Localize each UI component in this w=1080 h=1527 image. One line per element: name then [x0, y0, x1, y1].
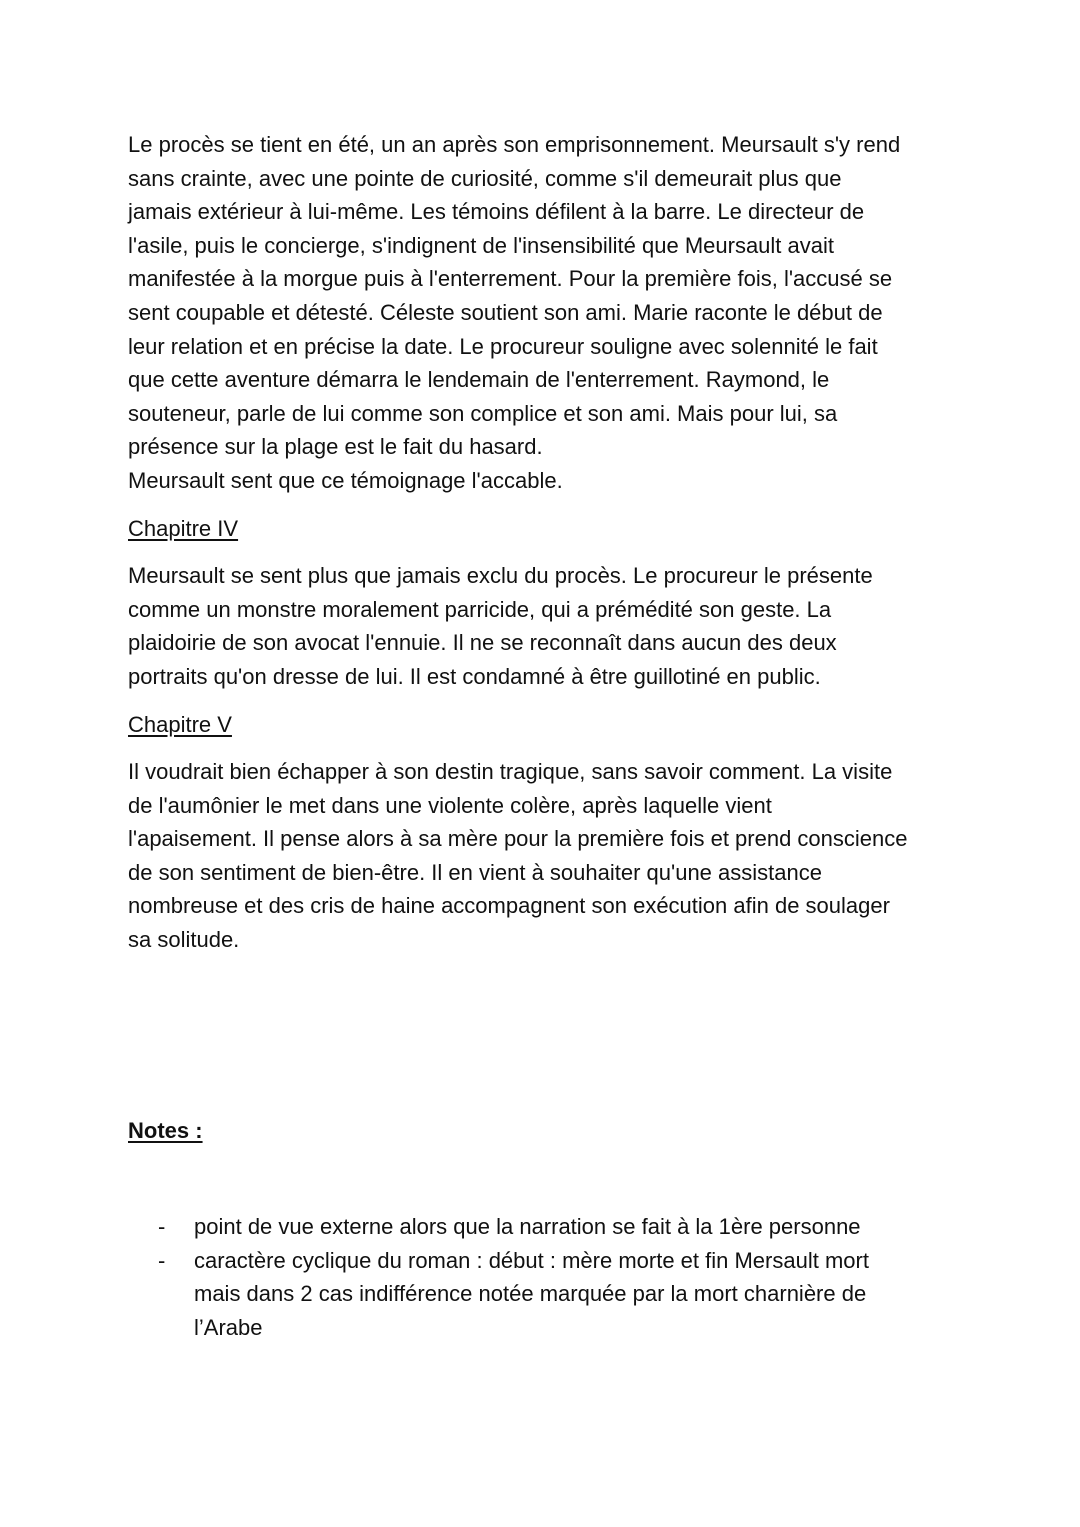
paragraph-line: sa solitude. [128, 927, 240, 953]
paragraph-line: l'apaisement. Il pense alors à sa mère pour la première fois et prend conscience [128, 826, 908, 852]
paragraph-line: souteneur, parle de lui comme son complice et son ami. Mais pour lui, sa [128, 400, 838, 426]
paragraph-line: sans crainte, avec une pointe de curiosité, comme s'il demeurait plus que [128, 165, 842, 191]
paragraph-line: Meursault se sent plus que jamais exclu du procès. Le procureur le présente [128, 563, 873, 589]
dash-bullet: - [158, 1214, 166, 1239]
chapter-5-heading: Chapitre V [128, 711, 232, 737]
paragraph-line: comme un monstre moralement parricide, qui a prémédité son geste. La [128, 596, 832, 622]
paragraph-line: de son sentiment de bien-être. Il en vient à souhaiter qu'une assistance [128, 859, 822, 885]
paragraph-line: manifestée à la morgue puis à l'enterrement. Pour la première fois, l'accusé se [128, 266, 893, 292]
list-item [128, 1210, 869, 1244]
chapter-4-heading: Chapitre IV [128, 515, 239, 541]
list-item-line: caractère cyclique du roman : début : mère morte et fin Mersault mort [194, 1247, 869, 1273]
notes-heading: Notes : [128, 1118, 203, 1143]
list-item-line: l’Arabe [194, 1314, 263, 1340]
paragraph-line: portraits qu'on dresse de lui. Il est condamné à être guillotiné en public. [128, 663, 821, 689]
paragraph-line: leur relation et en précise la date. Le procureur souligne avec solennité le fait [128, 333, 878, 359]
paragraph-line: nombreuse et des cris de haine accompagnent son exécution afin de soulager [128, 893, 890, 919]
dash-bullet: - [158, 1247, 166, 1273]
intro-paragraph [128, 128, 958, 498]
paragraph-line: Le procès se tient en été, un an après son emprisonnement. Meursault s'y rend [128, 132, 901, 157]
list-item-line: point de vue externe alors que la narration se fait à la 1ère personne [194, 1214, 861, 1239]
chapter-4-paragraph [128, 559, 958, 693]
paragraph-line: que cette aventure démarra le lendemain de l'enterrement. Raymond, le [128, 367, 830, 393]
chapter-5-paragraph [128, 755, 958, 957]
notes-list [128, 1210, 869, 1344]
paragraph-line: Meursault sent que ce témoignage l'accable. [128, 467, 563, 493]
paragraph-line: plaidoirie de son avocat l'ennuie. Il ne se reconnaît dans aucun des deux [128, 630, 837, 656]
paragraph-line: jamais extérieur à lui-même. Les témoins défilent à la barre. Le directeur de [128, 199, 865, 225]
paragraph-line: l'asile, puis le concierge, s'indignent de l'insensibilité que Meursault avait [128, 232, 834, 258]
paragraph-line: Il voudrait bien échapper à son destin tragique, sans savoir comment. La visite [128, 759, 893, 785]
document-body [128, 128, 958, 957]
paragraph-line: présence sur la plage est le fait du hasard. [128, 434, 543, 460]
paragraph-line: de l'aumônier le met dans une violente colère, après laquelle vient [128, 792, 772, 818]
paragraph-line: sent coupable et détesté. Céleste soutient son ami. Marie raconte le début de [128, 299, 883, 325]
list-item [128, 1244, 869, 1345]
list-item-line: mais dans 2 cas indifférence notée marquée par la mort charnière de [194, 1281, 867, 1307]
